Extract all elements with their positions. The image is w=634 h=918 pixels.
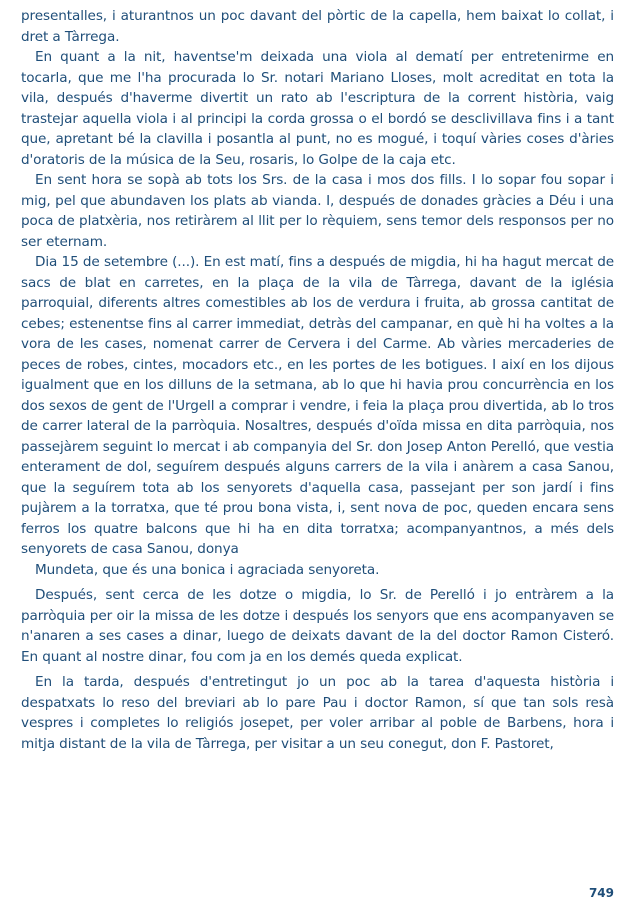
- paragraph-5: Mundeta, que és una bonica i agraciada senyoreta.: [35, 561, 380, 578]
- paragraph-1: presentalles, i aturantnos un poc davant del pòrtic de la capella, hem baixat lo collat, i dret a Tàrrega.: [21, 8, 614, 45]
- paragraph-7: En la tarda, después d'entretingut jo un poc ab la tarea d'aquesta història i despatxats lo reso del breviari ab lo pare Pau i doctor Ramon, sí que tan sols resà vespres i completes lo religiós josepet, per voler arribar al poble de Barbens, hora i mitja distant de la vila de Tàrrega, per visitar a un seu conegut, don F. Pastoret,: [21, 674, 614, 752]
- page-body: [21, 6, 614, 754]
- paragraph-6: Después, sent cerca de les dotze o migdia, lo Sr. de Perelló i jo entràrem a la parròquia per oir la missa de les dotze i después los senyors que ens acompanyaven se n'anaren a ses cases a dinar, luego de deixats davant de la del doctor Ramon Cisteró. En quant al nostre dinar, fou com ja en los demés queda explicat.: [21, 587, 614, 665]
- page-number: 749: [588, 886, 614, 900]
- paragraph-4: Dia 15 de setembre (...). En est matí, fins a después de migdia, hi ha hagut mercat de sacs de blat en carretes, en la plaça de la vila de Tàrrega, davant de la iglésia parroquial, diferents altres comestibles ab los de verdura i fruita, ab grossa cantitat de cebes; estenentse fins al carrer immediat, detràs del campanar, en què hi ha voltes a la vora de les cases, nomenat carrer de Cervera i del Carme. Ab vàries mercaderies de peces de robes, cintes, mocadors etc., en les portes de les botigues. I així en los dijous igualment que en los dilluns de la setmana, ab lo que hi havia prou concurrència en los dos sexos de gent de l'Urgell a comprar i vendre, i feia la plaça prou divertida, ab lo tros de carrer lateral de la parròquia. Nosaltres, después d'oïda missa en dita parròquia, nos passejàrem seguint lo mercat i ab companyia del Sr. don Josep Anton Perelló, que vestia enterament de dol, seguírem después alguns carrers de la vila i anàrem a casa Sanou, que la seguírem tota ab los senyorets d'aquella casa, passejant per son jardí i fins pujàrem a la torratxa, que té prou bona vista, i, sent nova de poc, queden encara sens ferros los quatre balcons que hi ha en dita torratxa; acompanyantnos, a més dels senyorets de casa Sanou, donya: [21, 254, 614, 557]
- paragraph-3: En sent hora se sopà ab tots los Srs. de la casa i mos dos fills. I lo sopar fou sopar i mig, pel que abundaven los plats ab vianda. I, después de donades gràcies a Déu i una poca de platxèria, nos retiràrem al llit per lo rèquiem, sens temor dels responsos per no ser eternam.: [21, 172, 614, 250]
- paragraph-2: En quant a la nit, haventse'm deixada una viola al dematí per entretenirme en tocarla, que me l'ha procurada lo Sr. notari Mariano Lloses, molt acreditat en tota la vila, después d'haverme divertit un rato ab l'escriptura de la corrent història, vaig trastejar aquella viola i al principi la corda grossa o el bordó se desclivillava fins i a tant que, apretant bé la clavilla i posantla al punt, no es mogué, i toquí vàries coses d'àries d'oratoris de la música de la Seu, rosaris, lo Golpe de la caja etc.: [21, 49, 614, 168]
